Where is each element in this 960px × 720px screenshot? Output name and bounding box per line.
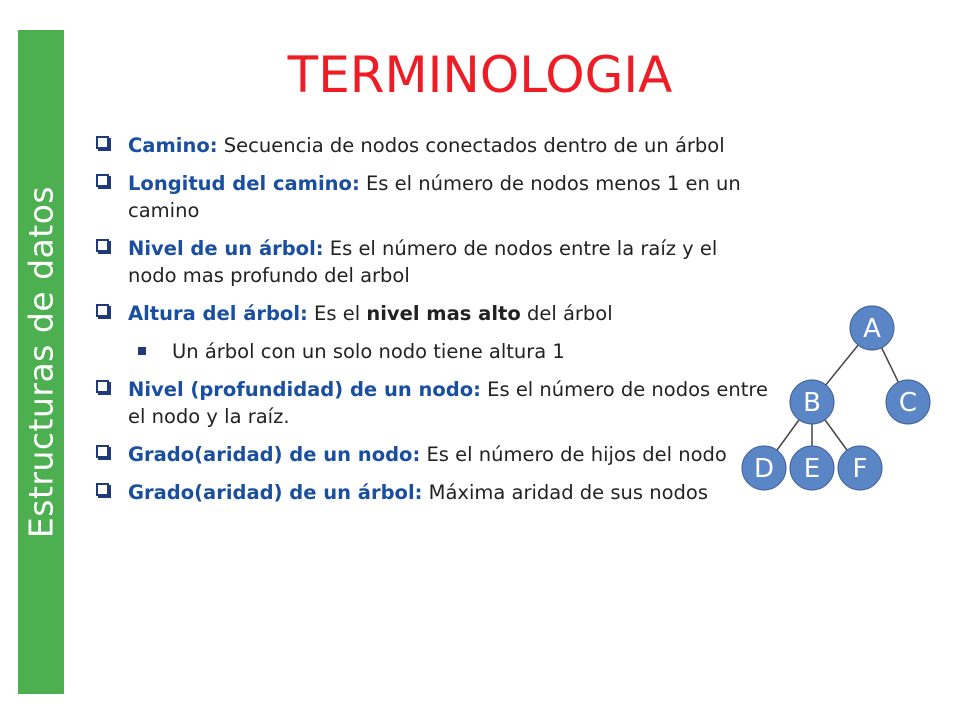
definition-text: Es el número de hijos del nodo [420, 443, 727, 466]
tree-node-b [790, 380, 834, 424]
tree-node-c [886, 380, 930, 424]
page-title: TERMINOLOGIA [287, 46, 673, 104]
term-label: Altura del árbol: [128, 302, 308, 325]
term-label: Nivel (profundidad) de un nodo: [128, 378, 481, 401]
node-label: A [863, 314, 881, 344]
definition-text: Es el [307, 302, 367, 325]
term-label: Nivel de un árbol: [128, 237, 324, 260]
definition-text: Es el número de nodos entre la raíz y el nodo mas profundo del arbol [128, 237, 718, 287]
term-label: Longitud del camino: [128, 172, 360, 195]
tree-node-d [742, 446, 786, 490]
sub-bullet-text: Un árbol con un solo nodo tiene altura 1 [172, 340, 565, 363]
definition-text: Es el número de nodos entre el nodo y la raíz. [128, 378, 768, 428]
term-label: Grado(aridad) de un árbol: [128, 481, 423, 504]
sidebar-label: Estructuras de datos [21, 185, 61, 539]
definition-text: del árbol [520, 302, 613, 325]
emphasis-text: nivel mas alto [366, 302, 521, 325]
node-label: D [753, 454, 775, 484]
tree-node-e [790, 446, 834, 490]
definition-text: Secuencia de nodos conectados dentro de un árbol [217, 134, 725, 157]
tree-node-f [838, 446, 882, 490]
tree-node-a [850, 306, 894, 350]
node-label: B [803, 388, 821, 418]
node-label: C [898, 388, 918, 418]
node-label: E [803, 454, 821, 484]
term-label: Grado(aridad) de un nodo: [128, 443, 421, 466]
definition-text: Es el número de nodos menos 1 en un camino [128, 172, 741, 222]
term-label: Camino: [128, 134, 218, 157]
definition-text: Máxima aridad de sus nodos [422, 481, 709, 504]
node-label: F [852, 454, 868, 484]
